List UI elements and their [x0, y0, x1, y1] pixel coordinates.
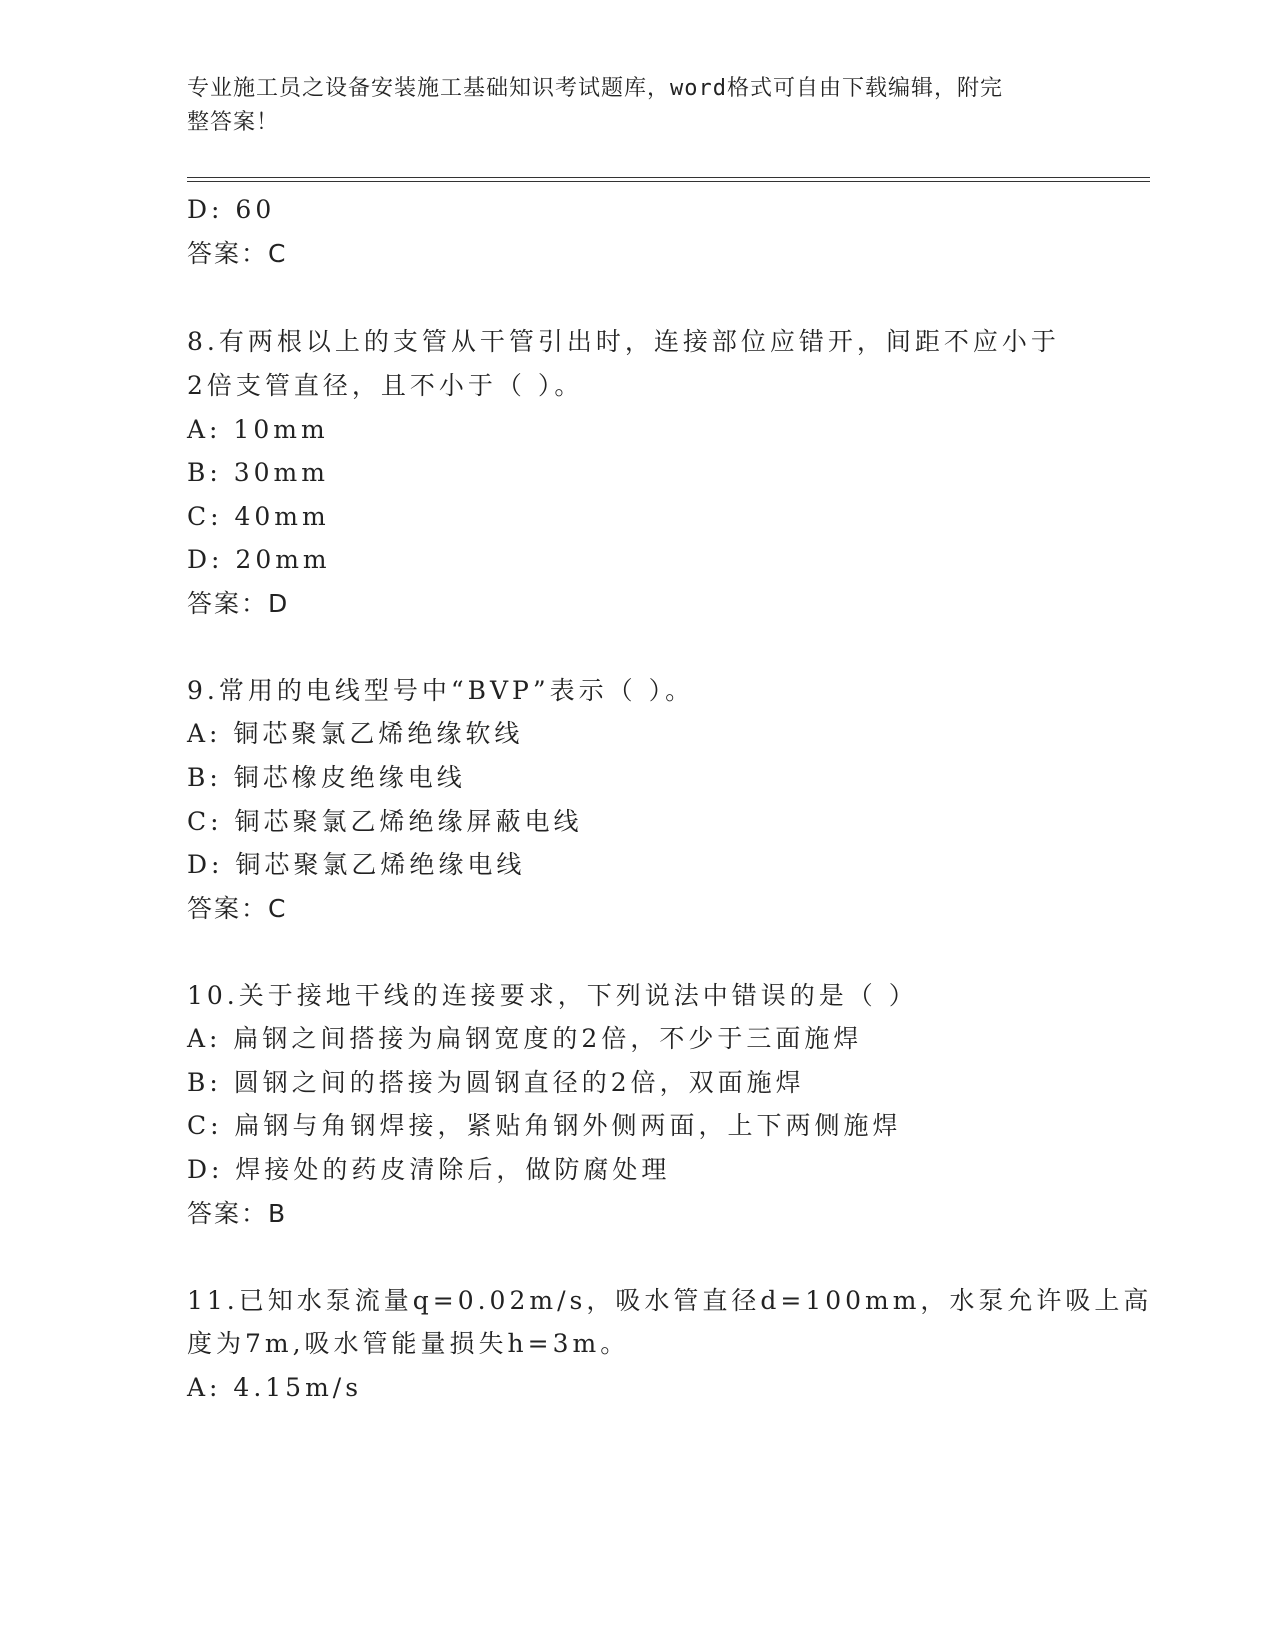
prev-question-option-d: D: 60 [187, 195, 276, 224]
q10-answer: 答案：B [187, 1199, 288, 1228]
q10-option-c: C: 扁钢与角钢焊接，紧贴角钢外侧两面，上下两侧施焊 [187, 1111, 902, 1140]
q8-answer: 答案：D [187, 589, 290, 618]
q9-stem: 9.常用的电线型号中“BVP”表示（ ）。 [187, 676, 695, 705]
q10-option-a: A: 扁钢之间搭接为扁钢宽度的2倍，不少于三面施焊 [187, 1024, 863, 1053]
q10-option-d: D: 焊接处的药皮清除后，做防腐处理 [187, 1155, 671, 1184]
q11-option-a: A: 4.15m/s [187, 1373, 363, 1402]
q9-answer: 答案：C [187, 894, 288, 923]
header-divider-bottom [187, 181, 1150, 182]
q8-stem-line2: 2倍支管直径，且不小于（ ）。 [187, 371, 584, 400]
q9-option-b: B: 铜芯橡皮绝缘电线 [187, 763, 466, 792]
q9-option-c: C: 铜芯聚氯乙烯绝缘屏蔽电线 [187, 807, 583, 836]
q8-option-c: C: 40mm [187, 502, 330, 531]
q8-option-a: A: 10mm [187, 415, 329, 444]
document-header [187, 72, 1067, 140]
header-text-line2: 整答案！ [187, 110, 280, 135]
q11-stem-line2: 度为7m,吸水管能量损失h=3m。 [187, 1329, 630, 1358]
q8-option-d: D: 20mm [187, 545, 331, 574]
q8-stem-line1: 8.有两根以上的支管从干管引出时，连接部位应错开，间距不应小于 [187, 327, 1060, 356]
header-divider-top [187, 177, 1150, 178]
q8-option-b: B: 30mm [187, 458, 329, 487]
header-text-line1: 专业施工员之设备安装施工基础知识考试题库，word格式可自由下载编辑，附完 [187, 76, 1003, 101]
q11-stem-line1: 11.已知水泵流量q=0.02m/s，吸水管直径d=100mm，水泵允许吸上高 [187, 1286, 1153, 1315]
q10-stem: 10.关于接地干线的连接要求，下列说法中错误的是（ ） [187, 981, 918, 1010]
prev-question-answer: 答案：C [187, 239, 288, 268]
q10-option-b: B: 圆钢之间的搭接为圆钢直径的2倍，双面施焊 [187, 1068, 805, 1097]
q9-option-d: D: 铜芯聚氯乙烯绝缘电线 [187, 850, 526, 879]
q9-option-a: A: 铜芯聚氯乙烯绝缘软线 [187, 719, 524, 748]
